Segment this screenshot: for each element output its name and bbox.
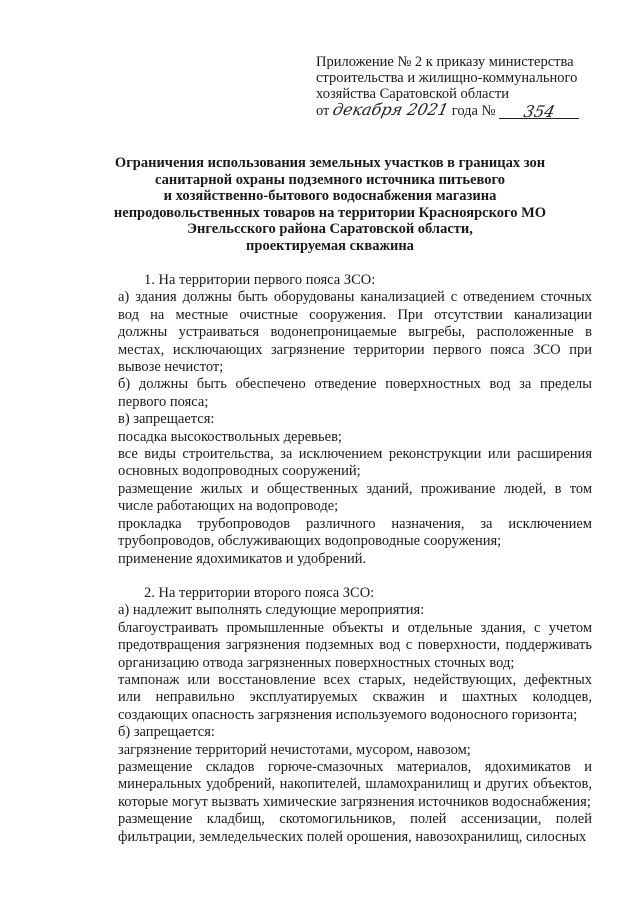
section-1-restriction: размещение жилых и общественных зданий, проживание людей, в том числе работающих на водопроводе; <box>118 480 592 515</box>
section-2-heading: 2. На территории второго пояса ЗСО: <box>144 584 375 601</box>
section-2-restriction: размещение складов горюче-смазочных материалов, ядохимикатов и минеральных удобрений, накопителей, шламохранилищ и других объектов, которые могут вызвать химические загрязнения источников водоснабжения; <box>118 758 592 810</box>
date-suffix: года № <box>451 103 496 119</box>
section-2-item-a: а) надлежит выполнять следующие мероприятия: <box>118 602 425 619</box>
document-title <box>95 155 565 254</box>
header-date-line <box>316 102 606 119</box>
date-prefix: от <box>316 103 330 119</box>
document-body <box>118 272 592 846</box>
section-2-measure: благоустраивать промышленные объекты и отдельные здания, с учетом предотвращения загрязнения подземных вод с поверхности, поддерживать организацию отвода загрязненных поверхностных сточных вод; <box>118 619 592 671</box>
title-line-1: Ограничения использования земельных участков в границах зон <box>114 155 546 171</box>
section-2-measure: тампонаж или восстановление всех старых, недействующих, дефектных или неправильно эксплуатируемых скважин и шахтных колодцев, создающих опасность загрязнения используемого водоносного горизонта; <box>118 671 592 723</box>
title-line-5: Энгельсского района Саратовской области, <box>187 221 473 237</box>
section-2-restriction: загрязнение территорий нечистотами, мусором, навозом; <box>118 741 471 758</box>
section-1-item-a: а) здания должны быть оборудованы канализацией с отведением сточных вод на местные очистные сооружения. При отсутствии канализации должны устраиваться водонепроницаемые выгребы, расположенные в местах, исключающих загрязнение территории первого пояса ЗСО при вывозе нечистот; <box>118 289 592 376</box>
header-line-2: строительства и жилищно-коммунального <box>316 70 578 86</box>
section-2-item-b: б) запрещается: <box>118 724 215 741</box>
handwritten-date: декабря 2021 <box>331 100 451 119</box>
section-2-restriction: размещение кладбищ, скотомогильников, полей ассенизации, полей фильтрации, земледельческих полей орошения, навозохранилищ, силосных <box>118 811 592 845</box>
section-1-restriction: посадка высокоствольных деревьев; <box>118 428 342 445</box>
title-line-3: и хозяйственно-бытового водоснабжения магазина <box>163 188 497 204</box>
title-line-4: непродовольственных товаров на территории Красноярского МО <box>113 204 547 221</box>
handwritten-order-number: 354 <box>521 102 557 121</box>
section-1-restriction: прокладка трубопроводов различного назначения, за исключением трубопроводов, обслуживающих водопроводные сооружения; <box>118 515 592 550</box>
section-1-restriction: применение ядохимикатов и удобрений. <box>118 550 367 567</box>
header-line-1: Приложение № 2 к приказу министерства <box>316 54 574 70</box>
section-1-item-c: в) запрещается: <box>118 411 215 428</box>
title-line-6: проектируемая скважина <box>246 237 414 254</box>
header-line-3: хозяйства Саратовской области <box>316 86 510 102</box>
order-number-field <box>499 104 579 119</box>
appendix-header <box>316 54 606 119</box>
title-line-2: санитарной охраны подземного источника питьевого <box>155 171 505 188</box>
section-1-heading: 1. На территории первого пояса ЗСО: <box>144 272 376 288</box>
section-spacer <box>118 568 592 585</box>
section-1-item-b: б) должны быть обеспечено отведение поверхностных вод за пределы первого пояса; <box>118 376 592 410</box>
section-1-restriction: все виды строительства, за исключением реконструкции или расширения основных водопроводных сооружений; <box>118 446 592 480</box>
